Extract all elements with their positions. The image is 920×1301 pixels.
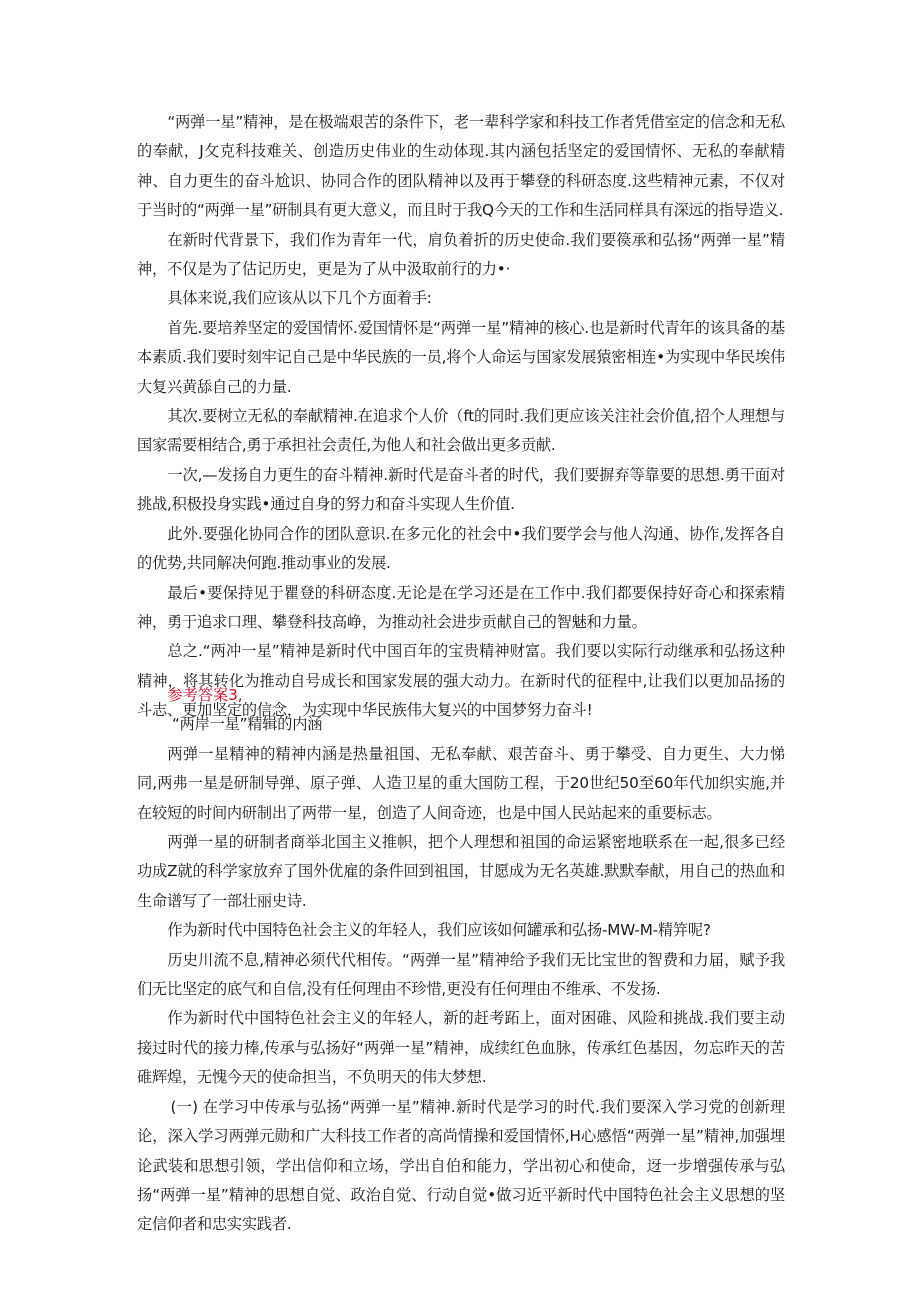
paragraph-third: 一次,—发扬自力更生的奋斗精神.新时代是奋斗者的时代，我们要摒弃等靠要的思想.勇干面对挑战,积极投身实践•通过自身的努力和奋斗实现人生价值.	[137, 465, 785, 514]
paragraph-conclusion: 总之.“两冲一星”精神是新时代中国百年的宝贵精神财富。我们要以实际行动继承和弘扬这种精神，将其转化为推动自号成长和国家发展的强大动力。在新时代的征程中,让我们以更加品扬的斗志、更加坚定的信念，为实现中华民族伟大复兴的中国梦努力奋斗!	[137, 642, 785, 720]
paragraph-first: 首先.要培养坚定的爱国情怀.爱国情怀是“两弹一星”精神的核心.也是新时代青年的该具备的基本素质.我们要时刻牢记自己是中华民族的一员,将个人命运与国家发展猿密相连•为实现中华民埃伟大复兴黄舔自己的力量.	[137, 318, 785, 396]
paragraph-researchers: 两弹一星的研制者商举北国主义推帜，把个人理想和祖国的命运紧密地联系在一起,很多已经功成Z就的科学家放弃了国外优雇的条件回到祖国，甘愿成为无名英雄.默默奉献，用自己的热血和生命谱写了一部壮丽史诗.	[137, 833, 785, 910]
paragraph-question: 作为新时代中国特色社会主义的年轻人，我们应该如何罐承和弘扬-MW-M-精笄呢?	[167, 921, 711, 940]
paragraph-finally: 最后•要保持见于瞿登的科研态度.无论是在学习还是在工作中.我们都要保持好奇心和探索精神，勇于追求口理、攀登科技高峥，为推动社会进步贡献自己的智魅和力量。	[137, 583, 785, 631]
essay-section	[137, 108, 785, 726]
paragraph-youth: 作为新时代中国特色社会主义的年轻人，新的赶考跖上，面对困碓、风险和挑战.我们要主动接过时代的接力棒,传承与弘扬好“两弹一星”精神，成续红色血脉，传承红色基因，勿忘昨天的苦碓辉煌，无愧今天的使命担当，不负明天的伟大梦想.	[137, 1009, 785, 1087]
paragraph-connotation: 两弹一星精神的精神内涵是热量祖国、无私奉献、艰苦奋斗、勇于攀受、自力更生、大力悌同,两弗一星是研制导弹、原子弹、人造卫星的重大国防工程，于20世纪50至60年代加织实施,并在较短的时间内研制出了两带一星，创造了人间奇迹，也是中国人民站起来的重要标志。	[137, 744, 785, 822]
answer-heading: 参考答案3,	[167, 686, 243, 704]
answer-section	[137, 681, 785, 1240]
paragraph-furthermore: 此外.要强化协同合作的团队意识.在多元化的社会中•我们要学会与他人沟通、协作,发挥各自的优势,共同解决何跑.推动事业的发展.	[137, 524, 785, 573]
paragraph-specifics: 具体来说,我们应该从以下几个方面着手:	[167, 289, 432, 308]
paragraph-intro: “两弹一星”精神，是在极端艰苦的条件下，老一辈科学家和科技工作者凭借室定的信念和无私的奉献，J攵克科技难关、创造历史伟业的生动体现.其内涵包括坚定的爱国情怀、无私的奉献精神、自力更生的奋斗尬识、协同合作的团队精神以及再于攀登的科研态度.这些精神元素，不仅对于当时的“两弹一星”研制具有更大意义，而且时于我Q今天的工作和生活同样具有深远的指导造义.	[137, 113, 785, 220]
paragraph-new-era: 在新时代背景下，我们作为青年一代，肩负着折的历史使命.我们要篌承和弘扬“两弹一星”精神，不仅是为了估记历史，更是为了从中汲取前行的力•·	[137, 230, 785, 279]
answer-subtitle: “两岸一星”精辑的内涵	[171, 715, 323, 734]
paragraph-study: (一) 在学习中传承与弘扬“两弹一星”精神.新时代是学习的时代.我们要深入学习党的创新理论，深入学习两弹元勋和广大科技工作者的高尚情操和爱国情怀,H心感悟“两弹一星”精神,加强埋论武装和思想引领，学出信仰和立场，学出自伯和能力，学出初心和使命，迓一步增强传承与弘扬“两弹一星”精神的思想自觉、政治自觉、行动自觉•做习近平新时代中国特色社会主义思想的坚定信仰者和忠实实践者.	[137, 1097, 785, 1234]
paragraph-second: 其次.要树立无私的奉献精神.在追求个人价（ft的同时.我们更应该关注社会价值,招个人理想与国家需要相结合,勇于承担社会责任,为他人和社会做出更多贡献.	[137, 407, 785, 455]
paragraph-history: 历史川流不息,精神必须代代相传。“两弹一星”精神给予我们无比宝世的智费和力届，赋予我们无比坚定的底气和自信,没有任何理由不珍惜,更没有任何理由不维承、不发扬.	[137, 950, 785, 999]
